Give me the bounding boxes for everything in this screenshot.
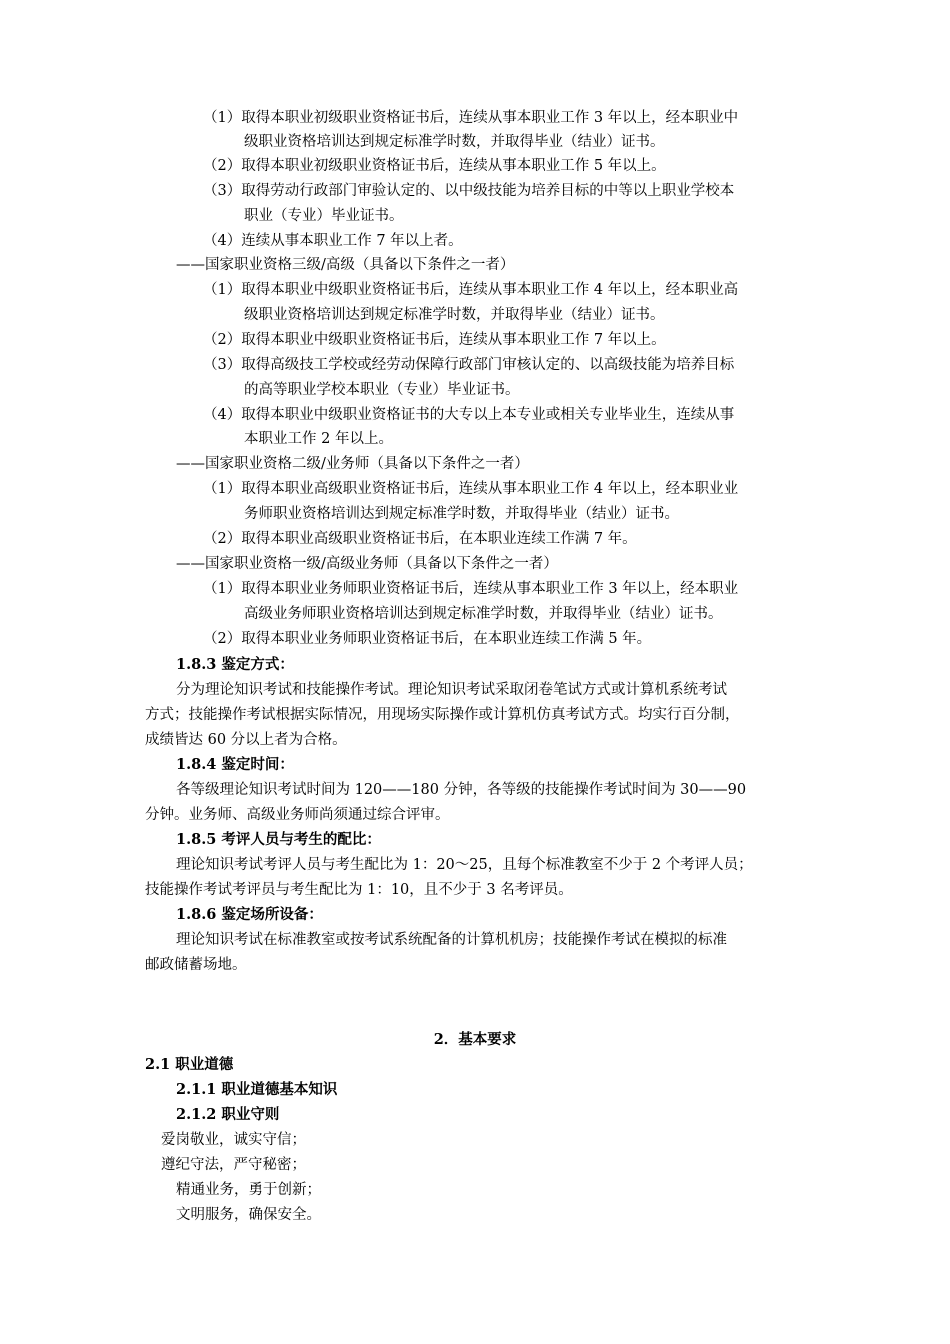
rule-item: 精通业务，勇于创新； bbox=[176, 1182, 321, 1198]
section-2-1-2-heading: 2.1.2 职业守则 bbox=[176, 1106, 280, 1123]
sec-1-8-6-line1: 理论知识考试在标准教室或按考试系统配备的计算机机房；技能操作考试在模拟的标准 bbox=[176, 932, 727, 948]
s1-c3-line2: 职业（专业）毕业证书。 bbox=[244, 208, 404, 224]
s4-heading: ——国家职业资格一级/高级业务师（具备以下条件之一者） bbox=[176, 556, 558, 572]
chapter-2-title: 2．基本要求 bbox=[433, 1031, 517, 1048]
s2-c1-line2: 级职业资格培训达到规定标准学时数，并取得毕业（结业）证书。 bbox=[244, 307, 665, 323]
s1-c1-line2: 级职业资格培训达到规定标准学时数，并取得毕业（结业）证书。 bbox=[244, 134, 665, 150]
sec-1-8-6-heading: 1.8.6 鉴定场所设备： bbox=[176, 906, 323, 923]
s3-c1-line2: 务师职业资格培训达到规定标准学时数，并取得毕业（结业）证书。 bbox=[244, 506, 679, 522]
sec-1-8-6-line2: 邮政储蓄场地。 bbox=[145, 957, 247, 973]
s1-c2-line1: （2）取得本职业初级职业资格证书后，连续从事本职业工作 5 年以上。 bbox=[203, 158, 666, 174]
s1-c1-line1: （1）取得本职业初级职业资格证书后，连续从事本职业工作 3 年以上，经本职业中 bbox=[203, 110, 739, 126]
sec-1-8-4-heading: 1.8.4 鉴定时间： bbox=[176, 756, 294, 773]
s1-c3-line1: （3）取得劳动行政部门审验认定的、以中级技能为培养目标的中等以上职业学校本 bbox=[203, 183, 735, 199]
section-2-1-1-heading: 2.1.1 职业道德基本知识 bbox=[176, 1081, 338, 1098]
sec-1-8-3-line3: 成绩皆达 60 分以上者为合格。 bbox=[145, 732, 347, 748]
s2-heading: ——国家职业资格三级/高级（具备以下条件之一者） bbox=[176, 257, 515, 273]
s2-c4-line2: 本职业工作 2 年以上。 bbox=[244, 431, 393, 447]
s2-c2-line1: （2）取得本职业中级职业资格证书后，连续从事本职业工作 7 年以上。 bbox=[203, 332, 666, 348]
s4-c2-line1: （2）取得本职业业务师职业资格证书后，在本职业连续工作满 5 年。 bbox=[203, 631, 652, 647]
sec-1-8-3-line1: 分为理论知识考试和技能操作考试。理论知识考试采取闭卷笔试方式或计算机系统考试 bbox=[176, 682, 727, 698]
s4-c1-line1: （1）取得本职业业务师职业资格证书后，连续从事本职业工作 3 年以上，经本职业 bbox=[203, 581, 739, 597]
s2-c3-line2: 的高等职业学校本职业（专业）毕业证书。 bbox=[244, 382, 520, 398]
s3-heading: ——国家职业资格二级/业务师（具备以下条件之一者） bbox=[176, 456, 529, 472]
sec-1-8-5-heading: 1.8.5 考评人员与考生的配比： bbox=[176, 831, 381, 848]
s2-c4-line1: （4）取得本职业中级职业资格证书的大专以上本专业或相关专业毕业生，连续从事 bbox=[203, 407, 735, 423]
sec-1-8-4-line1: 各等级理论知识考试时间为 120——180 分钟，各等级的技能操作考试时间为 30——90 bbox=[176, 782, 747, 798]
s1-c4-line1: （4）连续从事本职业工作 7 年以上者。 bbox=[203, 233, 463, 249]
sec-1-8-3-heading: 1.8.3 鉴定方式： bbox=[176, 656, 294, 673]
sec-1-8-4-line2: 分钟。业务师、高级业务师尚须通过综合评审。 bbox=[145, 807, 450, 823]
sec-1-8-3-line2: 方式；技能操作考试根据实际情况，用现场实际操作或计算机仿真考试方式。均实行百分制， bbox=[145, 707, 740, 723]
sec-1-8-5-line1: 理论知识考试考评人员与考生配比为 1：20～25，且每个标准教室不少于 2 个考评人员； bbox=[176, 857, 753, 873]
sec-1-8-5-line2: 技能操作考试考评员与考生配比为 1：10，且不少于 3 名考评员。 bbox=[145, 882, 573, 898]
s2-c1-line1: （1）取得本职业中级职业资格证书后，连续从事本职业工作 4 年以上，经本职业高 bbox=[203, 282, 739, 298]
s3-c1-line1: （1）取得本职业高级职业资格证书后，连续从事本职业工作 4 年以上，经本职业业 bbox=[203, 481, 739, 497]
rule-item: 爱岗敬业，诚实守信； bbox=[161, 1132, 306, 1148]
rule-item: 文明服务，确保安全。 bbox=[176, 1207, 321, 1223]
s3-c2-line1: （2）取得本职业高级职业资格证书后，在本职业连续工作满 7 年。 bbox=[203, 531, 637, 547]
s2-c3-line1: （3）取得高级技工学校或经劳动保障行政部门审核认定的、以高级技能为培养目标 bbox=[203, 357, 735, 373]
rule-item: 遵纪守法，严守秘密； bbox=[161, 1157, 306, 1173]
section-2-1-heading: 2.1 职业道德 bbox=[145, 1056, 234, 1073]
s4-c1-line2: 高级业务师职业资格培训达到规定标准学时数，并取得毕业（结业）证书。 bbox=[244, 606, 723, 622]
